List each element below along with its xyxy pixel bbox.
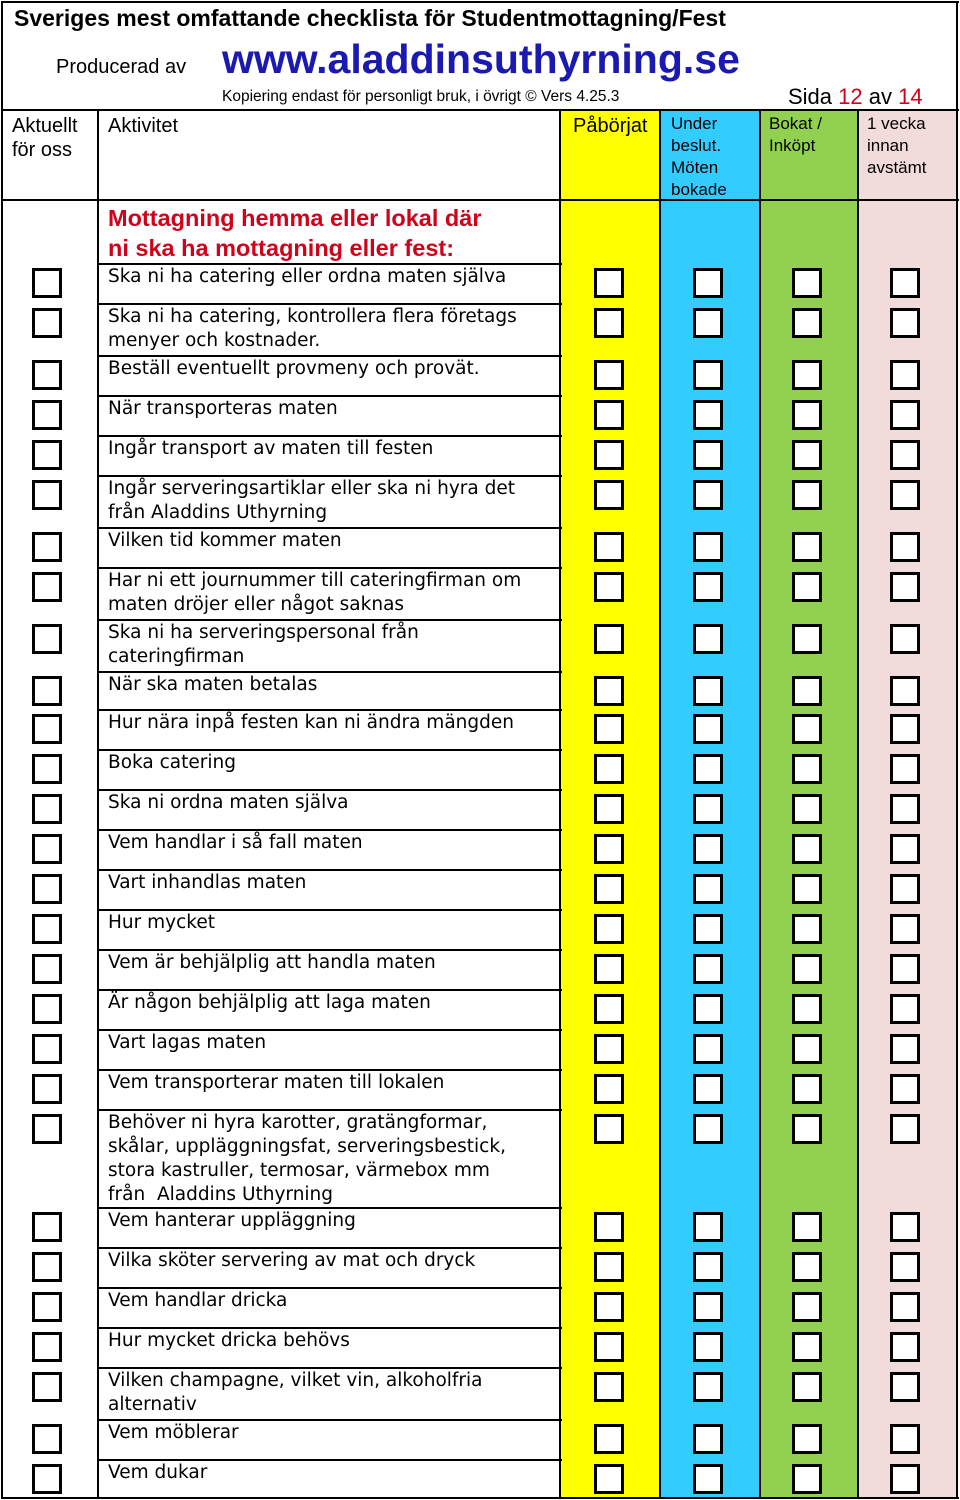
grid-line — [98, 1287, 562, 1289]
checkbox-decision[interactable] — [693, 1114, 723, 1144]
page-middle: av — [868, 84, 893, 109]
grid-line — [659, 110, 661, 1498]
checkbox-started[interactable] — [594, 1034, 624, 1064]
grid-line — [956, 2, 958, 1499]
grid-line — [98, 749, 562, 751]
checkbox-week[interactable] — [890, 1424, 920, 1454]
checkbox-week[interactable] — [890, 1372, 920, 1402]
task-label: Vem hanterar uppläggning — [108, 1210, 356, 1231]
checkbox-booked[interactable] — [792, 1074, 822, 1104]
page-indicator — [788, 84, 923, 110]
grid-line — [1, 1497, 959, 1499]
checkbox-booked[interactable] — [792, 1212, 822, 1242]
grid-line — [98, 1327, 562, 1329]
checkbox-booked[interactable] — [792, 874, 822, 904]
task-label: Vart lagas maten — [108, 1032, 267, 1053]
page-total: 14 — [898, 84, 923, 109]
grid-line — [98, 355, 562, 357]
checkbox-decision[interactable] — [693, 874, 723, 904]
checkbox-week[interactable] — [890, 994, 920, 1024]
checkbox-decision[interactable] — [693, 1464, 723, 1494]
task-label: Ska ni ordna maten själva — [108, 792, 349, 813]
grid-line — [98, 1419, 562, 1421]
checkbox-started[interactable] — [594, 914, 624, 944]
grid-line — [98, 1109, 562, 1111]
checkbox-booked[interactable] — [792, 914, 822, 944]
grid-line — [98, 567, 562, 569]
task-label: Vem dukar — [108, 1462, 208, 1483]
task-label: Vem transporterar maten till lokalen — [108, 1072, 445, 1093]
checkbox-decision[interactable] — [693, 572, 723, 602]
checkbox-decision[interactable] — [693, 400, 723, 430]
grid-line — [98, 949, 562, 951]
checkbox-decision[interactable] — [693, 360, 723, 390]
checkbox-booked[interactable] — [792, 1292, 822, 1322]
checkbox-current[interactable] — [32, 1114, 62, 1144]
checkbox-booked[interactable] — [792, 994, 822, 1024]
checkbox-decision[interactable] — [693, 714, 723, 744]
checkbox-decision[interactable] — [693, 480, 723, 510]
checkbox-booked[interactable] — [792, 1034, 822, 1064]
checkbox-started[interactable] — [594, 360, 624, 390]
checkbox-started[interactable] — [594, 1114, 624, 1144]
grid-line — [98, 789, 562, 791]
checkbox-week[interactable] — [890, 1464, 920, 1494]
checkbox-week[interactable] — [890, 1292, 920, 1322]
checkbox-current[interactable] — [32, 1372, 62, 1402]
checkbox-current[interactable] — [32, 624, 62, 654]
checkbox-decision[interactable] — [693, 1252, 723, 1282]
checkbox-booked[interactable] — [792, 308, 822, 338]
checkbox-decision[interactable] — [693, 532, 723, 562]
checkbox-week[interactable] — [890, 360, 920, 390]
checkbox-week[interactable] — [890, 532, 920, 562]
checkbox-booked[interactable] — [792, 676, 822, 706]
checkbox-decision[interactable] — [693, 676, 723, 706]
grid-line — [98, 671, 562, 673]
checkbox-started[interactable] — [594, 1252, 624, 1282]
grid-line — [98, 709, 562, 711]
checkbox-current[interactable] — [32, 532, 62, 562]
checkbox-current[interactable] — [32, 1464, 62, 1494]
checkbox-started[interactable] — [594, 1292, 624, 1322]
checkbox-started[interactable] — [594, 1464, 624, 1494]
checkbox-decision[interactable] — [693, 624, 723, 654]
checkbox-booked[interactable] — [792, 754, 822, 784]
task-label: Hur mycket dricka behövs — [108, 1330, 350, 1351]
task-label: Vilken champagne, vilket vin, alkoholfria alternativ — [108, 1370, 483, 1415]
checkbox-started[interactable] — [594, 572, 624, 602]
grid-line — [98, 395, 562, 397]
checkbox-current[interactable] — [32, 1424, 62, 1454]
task-label: Vem är behjälplig att handla maten — [108, 952, 436, 973]
checkbox-started[interactable] — [594, 994, 624, 1024]
column-header-current: Aktuellt för oss — [12, 115, 78, 161]
grid-line — [1, 1, 959, 3]
checkbox-week[interactable] — [890, 714, 920, 744]
checkbox-started[interactable] — [594, 1212, 624, 1242]
checkbox-week[interactable] — [890, 1114, 920, 1144]
checkbox-week[interactable] — [890, 1252, 920, 1282]
checkbox-current[interactable] — [32, 714, 62, 744]
checkbox-current[interactable] — [32, 308, 62, 338]
checkbox-week[interactable] — [890, 676, 920, 706]
checkbox-started[interactable] — [594, 268, 624, 298]
checkbox-current[interactable] — [32, 834, 62, 864]
checkbox-current[interactable] — [32, 754, 62, 784]
task-label: Hur mycket — [108, 912, 215, 933]
grid-line — [98, 869, 562, 871]
checkbox-week[interactable] — [890, 1074, 920, 1104]
checkbox-current[interactable] — [32, 360, 62, 390]
checkbox-decision[interactable] — [693, 1212, 723, 1242]
checkbox-week[interactable] — [890, 1332, 920, 1362]
checkbox-booked[interactable] — [792, 480, 822, 510]
grid-line — [759, 110, 761, 1498]
page-prefix: Sida — [788, 84, 833, 109]
task-label: Vem handlar dricka — [108, 1290, 288, 1311]
checkbox-week[interactable] — [890, 914, 920, 944]
checkbox-booked[interactable] — [792, 1464, 822, 1494]
grid-line — [98, 989, 562, 991]
column-header-booked: Bokat / Inköpt — [769, 114, 822, 155]
checkbox-week[interactable] — [890, 834, 920, 864]
checkbox-current[interactable] — [32, 1074, 62, 1104]
grid-line — [98, 619, 562, 621]
checkbox-current[interactable] — [32, 914, 62, 944]
producer-label: Producerad av — [56, 56, 187, 78]
checkbox-started[interactable] — [594, 794, 624, 824]
checkbox-current[interactable] — [32, 400, 62, 430]
task-label: Vilken tid kommer maten — [108, 530, 342, 551]
checkbox-booked[interactable] — [792, 1252, 822, 1282]
checkbox-week[interactable] — [890, 480, 920, 510]
grid-line — [1, 199, 959, 201]
task-label: Har ni ett journummer till cateringfirman om maten dröjer eller något saknas — [108, 570, 522, 615]
checkbox-week[interactable] — [890, 572, 920, 602]
checkbox-current[interactable] — [32, 572, 62, 602]
checkbox-decision[interactable] — [693, 994, 723, 1024]
grid-line — [857, 110, 859, 1498]
task-label: Ska ni ha serveringspersonal från cateringfirman — [108, 622, 419, 667]
checkbox-started[interactable] — [594, 954, 624, 984]
task-label: Ska ni ha catering eller ordna maten själva — [108, 266, 507, 287]
section-title: Mottagning hemma eller lokal där ni ska ha mottagning eller fest: — [108, 205, 482, 261]
column-header-started: Påbörjat — [573, 115, 648, 137]
task-label: Behöver ni hyra karotter, gratängformar, skålar, uppläggningsfat, serveringsbestick, stora kastruller, termosar, värmebox mm från Aladdins Uthyrning — [108, 1112, 506, 1205]
checkbox-week[interactable] — [890, 400, 920, 430]
grid-line — [98, 263, 562, 265]
checkbox-current[interactable] — [32, 440, 62, 470]
task-label: När ska maten betalas — [108, 674, 318, 695]
checkbox-week[interactable] — [890, 624, 920, 654]
grid-line — [98, 1207, 562, 1209]
checkbox-current[interactable] — [32, 1252, 62, 1282]
grid-line — [98, 1367, 562, 1369]
checkbox-booked[interactable] — [792, 268, 822, 298]
checkbox-booked[interactable] — [792, 794, 822, 824]
page-current: 12 — [838, 84, 863, 109]
task-label: Ingår serveringsartiklar eller ska ni hyra det från Aladdins Uthyrning — [108, 478, 515, 523]
checkbox-decision[interactable] — [693, 1074, 723, 1104]
checkbox-booked[interactable] — [792, 360, 822, 390]
column-header-activity: Aktivitet — [108, 115, 179, 137]
grid-line — [98, 475, 562, 477]
checkbox-started[interactable] — [594, 676, 624, 706]
column-header-week: 1 vecka innan avstämt — [867, 114, 927, 177]
checkbox-started[interactable] — [594, 874, 624, 904]
grid-line — [1, 2, 3, 1499]
checkbox-booked[interactable] — [792, 954, 822, 984]
checkbox-current[interactable] — [32, 480, 62, 510]
website-link[interactable]: www.aladdinsuthyrning.se — [222, 36, 740, 82]
checkbox-booked[interactable] — [792, 624, 822, 654]
checkbox-current[interactable] — [32, 676, 62, 706]
checkbox-decision[interactable] — [693, 914, 723, 944]
checkbox-decision[interactable] — [693, 308, 723, 338]
grid-line — [98, 829, 562, 831]
task-label: Är någon behjälplig att laga maten — [108, 992, 431, 1013]
grid-line — [1, 109, 959, 111]
task-label: När transporteras maten — [108, 398, 338, 419]
checkbox-decision[interactable] — [693, 440, 723, 470]
checkbox-started[interactable] — [594, 1372, 624, 1402]
checkbox-week[interactable] — [890, 954, 920, 984]
checkbox-booked[interactable] — [792, 1332, 822, 1362]
grid-line — [98, 1029, 562, 1031]
page-title: Sveriges mest omfattande checklista för Studentmottagning/Fest — [14, 5, 726, 31]
checkbox-current[interactable] — [32, 1332, 62, 1362]
checkbox-started[interactable] — [594, 754, 624, 784]
checkbox-booked[interactable] — [792, 1424, 822, 1454]
checkbox-booked[interactable] — [792, 572, 822, 602]
checkbox-started[interactable] — [594, 834, 624, 864]
task-label: Vem handlar i så fall maten — [108, 832, 363, 853]
checkbox-started[interactable] — [594, 440, 624, 470]
task-label: Vart inhandlas maten — [108, 872, 307, 893]
checkbox-decision[interactable] — [693, 954, 723, 984]
checkbox-decision[interactable] — [693, 268, 723, 298]
checkbox-current[interactable] — [32, 1034, 62, 1064]
checkbox-week[interactable] — [890, 440, 920, 470]
grid-line — [98, 1069, 562, 1071]
checkbox-week[interactable] — [890, 308, 920, 338]
checkbox-started[interactable] — [594, 400, 624, 430]
checkbox-current[interactable] — [32, 994, 62, 1024]
checkbox-started[interactable] — [594, 1424, 624, 1454]
checkbox-current[interactable] — [32, 268, 62, 298]
checkbox-current[interactable] — [32, 1212, 62, 1242]
grid-line — [98, 303, 562, 305]
checkbox-current[interactable] — [32, 874, 62, 904]
checkbox-booked[interactable] — [792, 1114, 822, 1144]
task-label: Vilka sköter servering av mat och dryck — [108, 1250, 476, 1271]
checkbox-week[interactable] — [890, 794, 920, 824]
checkbox-started[interactable] — [594, 1332, 624, 1362]
column-header-decision: Under beslut. Möten bokade — [671, 114, 727, 199]
task-label: Hur nära inpå festen kan ni ändra mängden — [108, 712, 514, 733]
task-label: Ska ni ha catering, kontrollera flera företags menyer och kostnader. — [108, 306, 517, 351]
checkbox-week[interactable] — [890, 874, 920, 904]
checkbox-booked[interactable] — [792, 532, 822, 562]
checkbox-decision[interactable] — [693, 1332, 723, 1362]
grid-line — [98, 1247, 562, 1249]
task-label: Boka catering — [108, 752, 236, 773]
checkbox-current[interactable] — [32, 794, 62, 824]
task-label: Ingår transport av maten till festen — [108, 438, 434, 459]
grid-line — [98, 527, 562, 529]
copyright-notice: Kopiering endast för personligt bruk, i övrigt © Vers 4.25.3 — [222, 88, 620, 105]
grid-line — [97, 110, 99, 1498]
checkbox-booked[interactable] — [792, 1372, 822, 1402]
grid-line — [98, 1459, 562, 1461]
checkbox-decision[interactable] — [693, 1424, 723, 1454]
grid-line — [98, 435, 562, 437]
checkbox-started[interactable] — [594, 624, 624, 654]
checkbox-week[interactable] — [890, 1034, 920, 1064]
checkbox-current[interactable] — [32, 954, 62, 984]
checkbox-started[interactable] — [594, 1074, 624, 1104]
checkbox-booked[interactable] — [792, 834, 822, 864]
checkbox-booked[interactable] — [792, 400, 822, 430]
checkbox-decision[interactable] — [693, 794, 723, 824]
checkbox-started[interactable] — [594, 714, 624, 744]
checkbox-started[interactable] — [594, 480, 624, 510]
checkbox-started[interactable] — [594, 532, 624, 562]
checkbox-decision[interactable] — [693, 754, 723, 784]
checkbox-started[interactable] — [594, 308, 624, 338]
checkbox-current[interactable] — [32, 1292, 62, 1322]
checkbox-decision[interactable] — [693, 1372, 723, 1402]
checkbox-booked[interactable] — [792, 440, 822, 470]
checkbox-decision[interactable] — [693, 1292, 723, 1322]
grid-line — [98, 909, 562, 911]
task-label: Vem möblerar — [108, 1422, 239, 1443]
checkbox-booked[interactable] — [792, 714, 822, 744]
checkbox-week[interactable] — [890, 754, 920, 784]
checkbox-week[interactable] — [890, 268, 920, 298]
checkbox-decision[interactable] — [693, 1034, 723, 1064]
task-label: Beställ eventuellt provmeny och provät. — [108, 358, 480, 379]
checkbox-decision[interactable] — [693, 834, 723, 864]
checkbox-week[interactable] — [890, 1212, 920, 1242]
grid-line — [559, 110, 561, 1498]
